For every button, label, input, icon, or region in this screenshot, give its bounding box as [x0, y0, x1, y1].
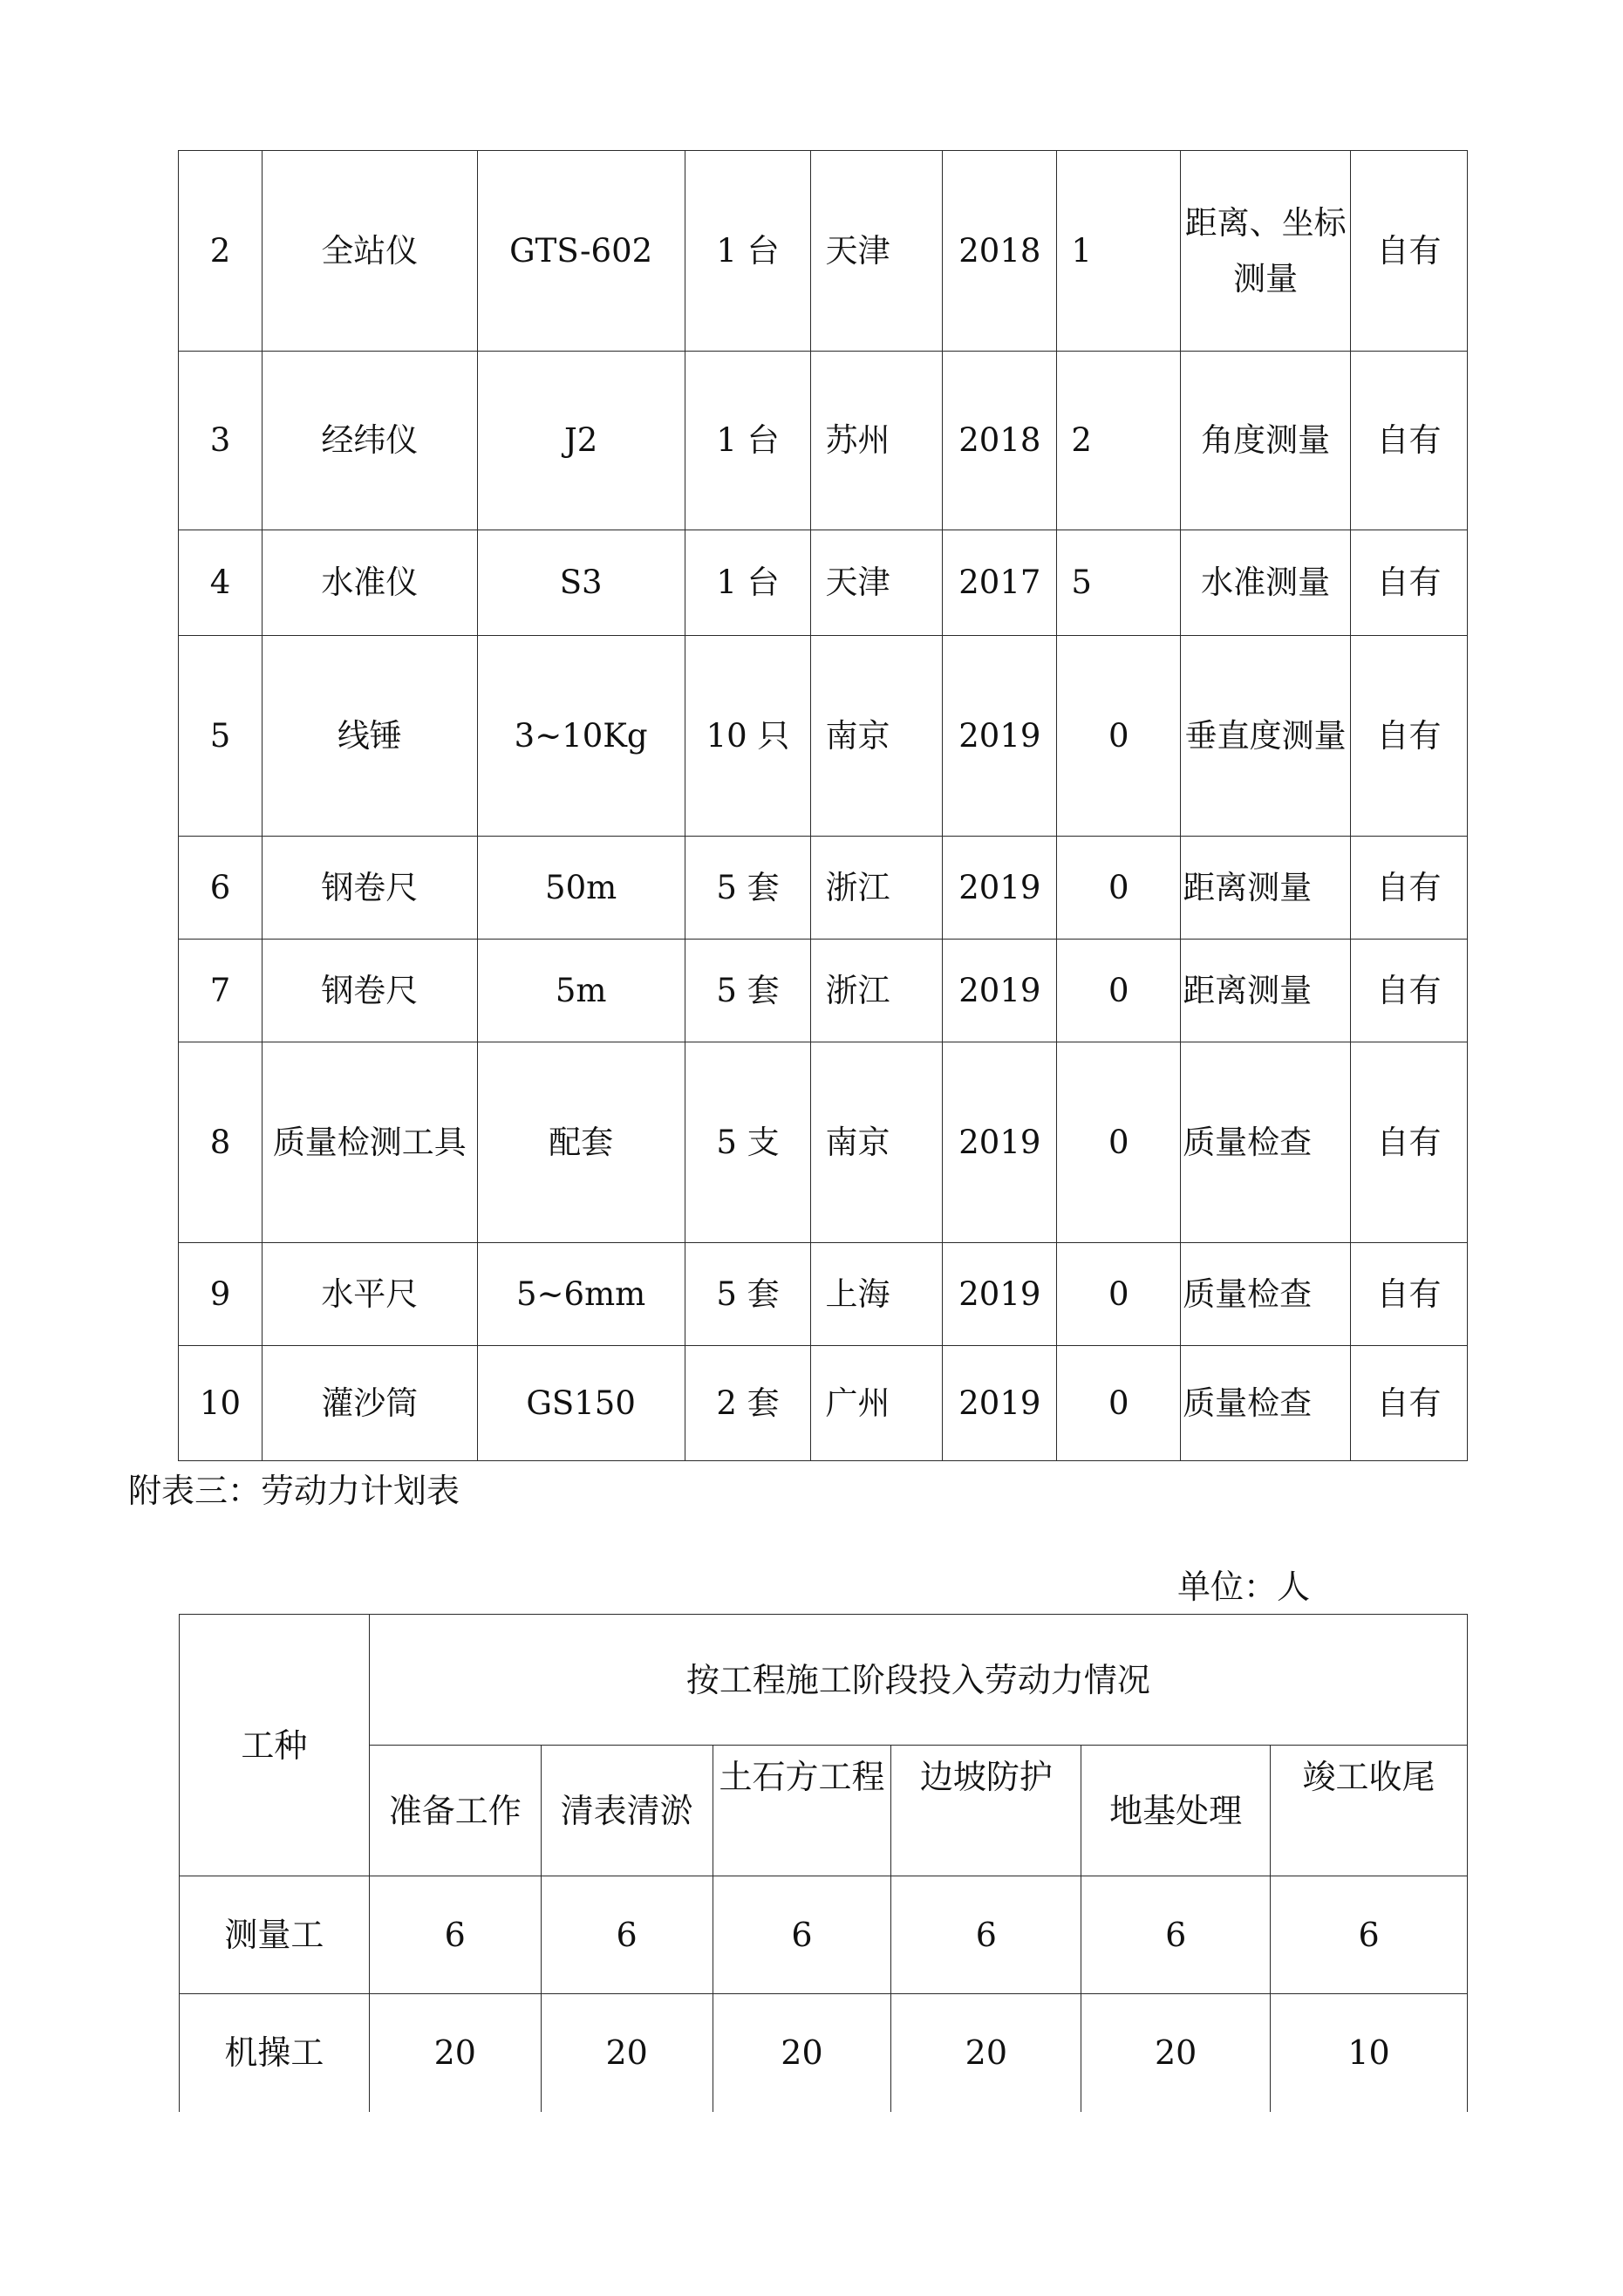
header-row — [180, 1615, 1468, 1746]
cell-year: 2019 — [943, 837, 1057, 940]
labor-plan-title: 附表三：劳动力计划表 — [128, 1472, 460, 1510]
cell-name: 线锤 — [262, 636, 477, 837]
cell-year: 2018 — [943, 352, 1057, 530]
table-row — [179, 1346, 1468, 1461]
cell-ownership: 自有 — [1351, 151, 1468, 352]
value-cell: 6 — [369, 1876, 541, 1994]
cell-ownership: 自有 — [1351, 636, 1468, 837]
cell-model: 50m — [477, 837, 685, 940]
cell-origin: 广州 — [811, 1346, 943, 1461]
cell-ownership: 自有 — [1351, 1042, 1468, 1243]
cell-count: 0 — [1057, 1243, 1181, 1346]
cell-year: 2019 — [943, 1042, 1057, 1243]
cell-purpose: 质量检查 — [1181, 1346, 1351, 1461]
value-cell: 20 — [891, 1994, 1081, 2112]
cell-purpose: 距离、坐标测量 — [1181, 151, 1351, 352]
cell-model: 配套 — [477, 1042, 685, 1243]
value-cell: 6 — [1271, 1876, 1468, 1994]
cell-year: 2017 — [943, 530, 1057, 636]
value-cell: 20 — [541, 1994, 713, 2112]
cell-qty: 1 台 — [685, 352, 811, 530]
cell-name: 水平尺 — [262, 1243, 477, 1346]
table-row — [179, 352, 1468, 530]
cell-no: 4 — [179, 530, 263, 636]
value-cell: 20 — [369, 1994, 541, 2112]
cell-model: S3 — [477, 530, 685, 636]
stage-group-header: 按工程施工阶段投入劳动力情况 — [369, 1615, 1467, 1746]
stage-header: 准备工作 — [369, 1746, 541, 1876]
equipment-table — [178, 150, 1468, 1461]
cell-origin: 南京 — [811, 1042, 943, 1243]
cell-qty: 5 套 — [685, 837, 811, 940]
value-cell: 20 — [713, 1994, 891, 2112]
cell-purpose: 距离测量 — [1181, 837, 1351, 940]
cell-model: 5m — [477, 940, 685, 1042]
cell-purpose: 质量检查 — [1181, 1042, 1351, 1243]
cell-no: 9 — [179, 1243, 263, 1346]
cell-qty: 5 套 — [685, 940, 811, 1042]
cell-origin: 天津 — [811, 151, 943, 352]
cell-qty: 5 套 — [685, 1243, 811, 1346]
cell-ownership: 自有 — [1351, 1243, 1468, 1346]
cell-name: 质量检测工具 — [262, 1042, 477, 1243]
value-cell: 6 — [1081, 1876, 1271, 1994]
trade-header: 工种 — [180, 1615, 370, 1876]
table-row — [179, 636, 1468, 837]
cell-year: 2019 — [943, 636, 1057, 837]
table-row — [179, 940, 1468, 1042]
cell-origin: 南京 — [811, 636, 943, 837]
cell-year: 2019 — [943, 940, 1057, 1042]
cell-count: 5 — [1057, 530, 1181, 636]
cell-origin: 苏州 — [811, 352, 943, 530]
value-cell: 20 — [1081, 1994, 1271, 2112]
cell-model: GS150 — [477, 1346, 685, 1461]
value-cell: 6 — [713, 1876, 891, 1994]
cell-qty: 1 台 — [685, 530, 811, 636]
cell-name: 钢卷尺 — [262, 837, 477, 940]
cell-year: 2018 — [943, 151, 1057, 352]
stage-header: 地基处理 — [1081, 1746, 1271, 1876]
cell-count: 0 — [1057, 636, 1181, 837]
cell-ownership: 自有 — [1351, 1346, 1468, 1461]
cell-count: 0 — [1057, 1042, 1181, 1243]
cell-origin: 浙江 — [811, 940, 943, 1042]
cell-name: 全站仪 — [262, 151, 477, 352]
cell-no: 8 — [179, 1042, 263, 1243]
cell-no: 7 — [179, 940, 263, 1042]
labor-plan-table — [179, 1614, 1468, 2112]
cell-purpose: 质量检查 — [1181, 1243, 1351, 1346]
cell-no: 5 — [179, 636, 263, 837]
table-row — [179, 1042, 1468, 1243]
table-row — [179, 1243, 1468, 1346]
table-row — [180, 1876, 1468, 1994]
table-row — [179, 837, 1468, 940]
value-cell: 6 — [541, 1876, 713, 1994]
cell-qty: 5 支 — [685, 1042, 811, 1243]
cell-ownership: 自有 — [1351, 837, 1468, 940]
table-row — [179, 151, 1468, 352]
cell-name: 经纬仪 — [262, 352, 477, 530]
cell-no: 6 — [179, 837, 263, 940]
cell-qty: 1 台 — [685, 151, 811, 352]
cell-count: 2 — [1057, 352, 1181, 530]
cell-year: 2019 — [943, 1346, 1057, 1461]
cell-qty: 10 只 — [685, 636, 811, 837]
cell-no: 3 — [179, 352, 263, 530]
cell-model: 5~6mm — [477, 1243, 685, 1346]
cell-no: 2 — [179, 151, 263, 352]
cell-purpose: 角度测量 — [1181, 352, 1351, 530]
stage-header: 清表清淤 — [541, 1746, 713, 1876]
cell-origin: 天津 — [811, 530, 943, 636]
unit-label: 单位：人 — [1177, 1568, 1311, 1606]
stage-header-row — [180, 1746, 1468, 1876]
cell-qty: 2 套 — [685, 1346, 811, 1461]
cell-count: 0 — [1057, 1346, 1181, 1461]
cell-year: 2019 — [943, 1243, 1057, 1346]
cell-model: J2 — [477, 352, 685, 530]
stage-header: 边坡防护 — [891, 1746, 1081, 1876]
cell-count: 0 — [1057, 837, 1181, 940]
cell-origin: 浙江 — [811, 837, 943, 940]
cell-no: 10 — [179, 1346, 263, 1461]
cell-purpose: 距离测量 — [1181, 940, 1351, 1042]
cell-purpose: 垂直度测量 — [1181, 636, 1351, 837]
table-row — [180, 1994, 1468, 2112]
cell-name: 灌沙筒 — [262, 1346, 477, 1461]
cell-model: 3~10Kg — [477, 636, 685, 837]
cell-name: 水准仪 — [262, 530, 477, 636]
cell-origin: 上海 — [811, 1243, 943, 1346]
cell-purpose: 水准测量 — [1181, 530, 1351, 636]
value-cell: 10 — [1271, 1994, 1468, 2112]
value-cell: 6 — [891, 1876, 1081, 1994]
cell-name: 钢卷尺 — [262, 940, 477, 1042]
cell-ownership: 自有 — [1351, 530, 1468, 636]
cell-ownership: 自有 — [1351, 352, 1468, 530]
cell-model: GTS-602 — [477, 151, 685, 352]
cell-count: 1 — [1057, 151, 1181, 352]
stage-header: 土石方工程 — [713, 1746, 891, 1876]
cell-count: 0 — [1057, 940, 1181, 1042]
trade-cell: 测量工 — [180, 1876, 370, 1994]
trade-cell: 机操工 — [180, 1994, 370, 2112]
stage-header: 竣工收尾 — [1271, 1746, 1468, 1876]
cell-ownership: 自有 — [1351, 940, 1468, 1042]
table-row — [179, 530, 1468, 636]
